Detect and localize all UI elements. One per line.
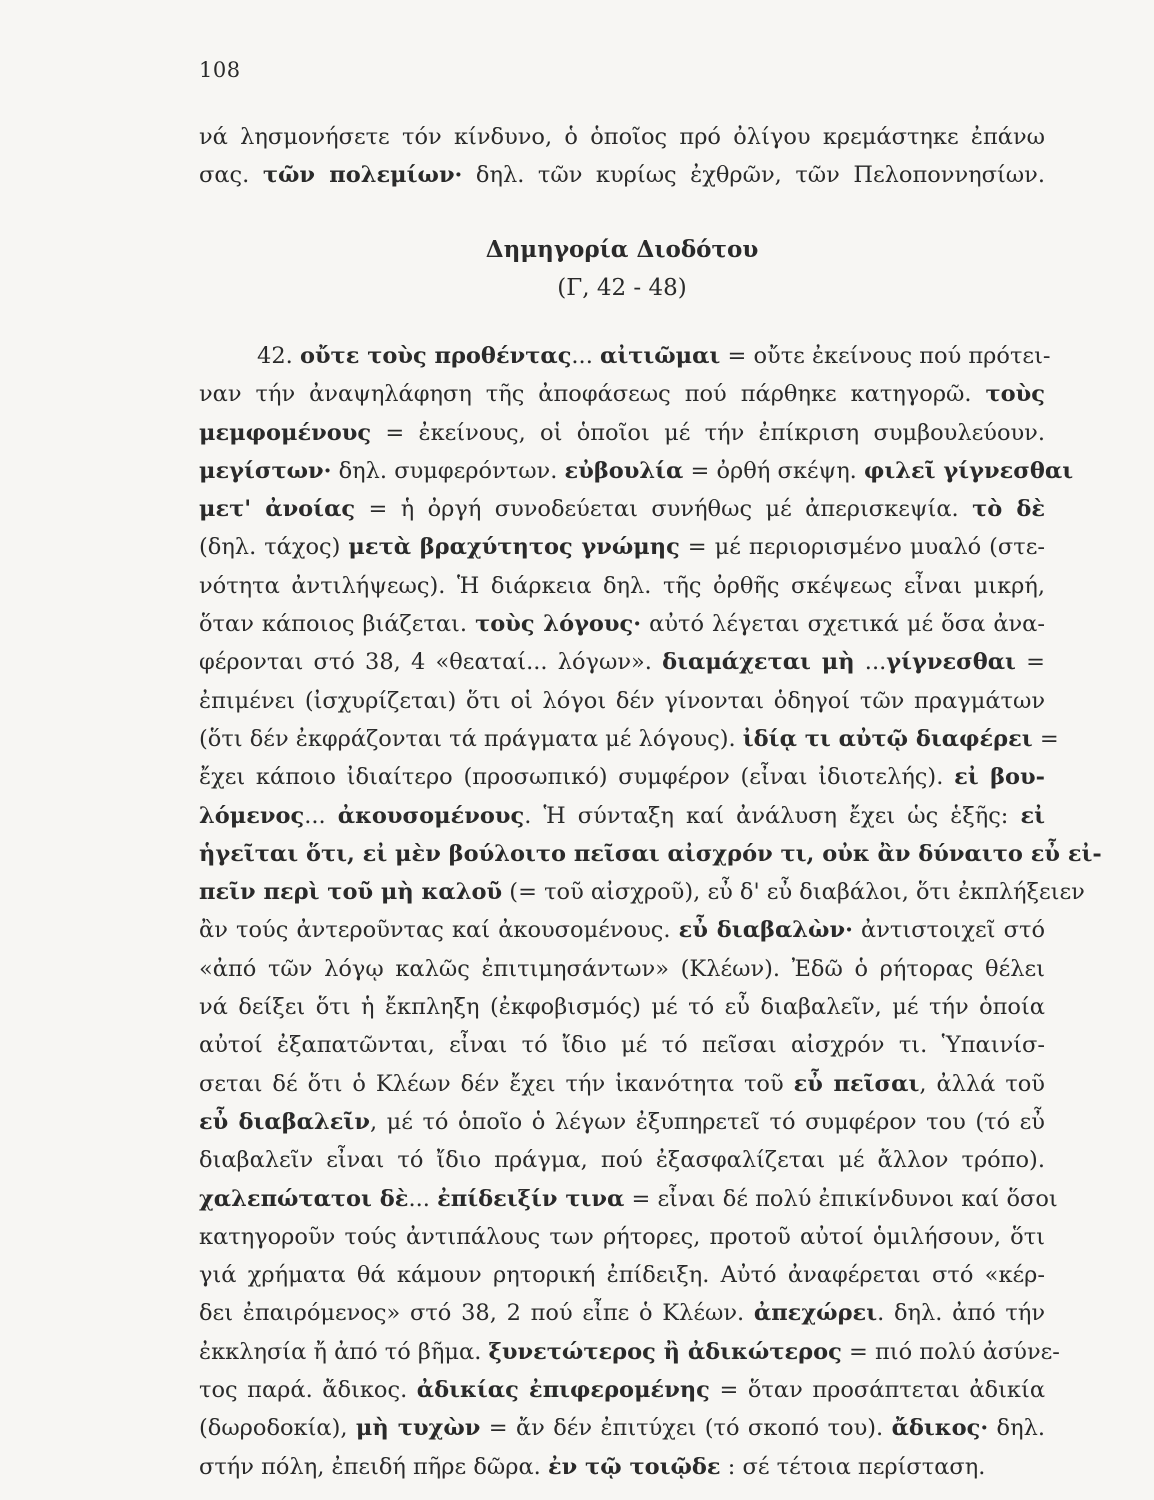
gloss-text: (ὅτι δέν ἐκφράζονται τά πράγματα μέ λόγους). <box>199 725 743 752</box>
lemma-term: μεμφομένους <box>199 419 372 446</box>
text-line <box>199 682 1045 720</box>
gloss-text: = εἶναι δέ πολύ ἐπικίνδυνοι καί ὅσοι <box>624 1185 1058 1212</box>
gloss-text: δηλ. <box>988 1415 1045 1442</box>
gloss-text: σας. <box>199 162 263 189</box>
text-line <box>199 911 1045 949</box>
gloss-text: = οὔτε ἐκείνους πού πρότει- <box>720 343 1051 369</box>
text-line <box>199 118 1045 156</box>
gloss-text: νά δείξει ὅτι ἡ ἔκπληξη (ἐκφοβισμός) μέ τό εὖ διαβαλεῖν, μέ τήν ὁποία <box>199 994 1045 1021</box>
gloss-text: = <box>1032 725 1059 752</box>
gloss-text: = ὅταν προσάπτεται ἀδικία <box>709 1377 1046 1404</box>
lemma-term: ἐν τῷ τοιῷδε <box>547 1453 721 1480</box>
text-line <box>199 605 1045 643</box>
gloss-text: = <box>1015 649 1045 676</box>
lemma-term: μὴ τυχὼν <box>355 1415 481 1442</box>
lemma-term: μεγίστων· <box>199 457 332 484</box>
gloss-text: σεται δέ ὅτι ὁ Κλέων δέν ἔχει τήν ἱκανότητα τοῦ <box>199 1070 794 1097</box>
text-line <box>199 1294 1045 1332</box>
gloss-text: νά λησμονήσετε τόν κίνδυνο, ὁ ὁποῖος πρό ὀλίγου κρεμάστηκε ἐπάνω <box>199 124 1045 150</box>
lemma-term: γίγνεσθαι <box>886 649 1016 676</box>
lemma-term: λόμενος <box>199 802 305 829</box>
gloss-text: νότητα ἀντιλήψεως). Ἡ διάρκεια δηλ. τῆς ὀρθῆς σκέψεως εἶναι μικρή, <box>199 572 1045 599</box>
lemma-term: μετὰ βραχύτητος γνώμης <box>348 534 680 561</box>
gloss-text: = ἐκείνους, οἱ ὁποῖοι μέ τήν ἐπίκριση συμβουλεύουν. <box>371 419 1045 446</box>
gloss-text: : σέ τέτοια περίσταση. <box>720 1453 986 1480</box>
lemma-term: φιλεῖ γίγνεσθαι <box>863 457 1074 484</box>
gloss-text: κατηγοροῦν τούς ἀντιπάλους των ρήτορες, προτοῦ αὐτοί ὁμιλήσουν, ὅτι <box>199 1223 1045 1250</box>
gloss-text: αὐτό λέγεται σχετικά μέ ὅσα ἀνα- <box>641 611 1045 638</box>
lemma-term: εἰ βου- <box>954 764 1045 791</box>
text-line <box>199 835 1102 873</box>
gloss-text: ... <box>408 1185 438 1212</box>
section-header <box>199 231 1045 308</box>
lemma-term: ἀκουσομένους <box>337 802 525 829</box>
text-line <box>199 720 1059 758</box>
lemma-term: εὖ διαβαλεῖν <box>199 1108 370 1135</box>
text-line <box>199 643 1045 681</box>
lemma-term: μετ' ἀνοίας <box>199 496 356 523</box>
gloss-text: «ἀπό τῶν λόγῳ καλῶς ἐπιτιμησάντων» (Κλέων). Ἐδῶ ὁ ρήτορας θέλει <box>199 955 1045 982</box>
text-line <box>199 950 1045 988</box>
text-line <box>199 1448 1045 1486</box>
gloss-text: ὅταν κάποιος βιάζεται. <box>199 611 476 638</box>
gloss-text: διαβαλεῖν εἶναι τό ἴδιο πράγμα, πού ἐξασφαλίζεται μέ ἄλλον τρόπο). <box>199 1147 1045 1174</box>
gloss-text: ... <box>304 802 338 829</box>
lemma-term: ἰδίᾳ τι αὐτῷ διαφέρει <box>742 725 1033 752</box>
text-line <box>199 1333 1060 1371</box>
text-line <box>199 1409 1045 1447</box>
text-line <box>199 1180 1058 1218</box>
lemma-term: ξυνετώτερος ἢ ἀδικώτερος <box>488 1338 842 1365</box>
text-line <box>199 1141 1045 1179</box>
lemma-term: εὖ πεῖσαι <box>793 1070 920 1097</box>
text-line <box>199 375 1045 413</box>
gloss-text: αὐτοί ἐξαπατῶνται, εἶναι τό ἴδιο μέ τό πεῖσαι αἰσχρόν τι. Ὑπαινίσ- <box>199 1032 1045 1059</box>
gloss-text: φέρονται στό 38, 4 «θεαταί... λόγων». <box>199 649 663 676</box>
lemma-term: χαλεπώτατοι δὲ <box>199 1185 409 1212</box>
lemma-term: ἀδικίας ἐπιφερομένης <box>416 1377 710 1404</box>
text-line <box>199 337 1051 375</box>
gloss-text: ἂν τούς ἀντεροῦντας καί ἀκουσομένους. <box>199 917 679 944</box>
lemma-term: τοὺς <box>985 381 1045 408</box>
lemma-term: εὐβουλία <box>564 457 684 484</box>
text-line <box>199 1026 1045 1064</box>
text-line <box>199 528 1045 566</box>
text-line <box>199 1256 1045 1294</box>
text-line <box>199 567 1045 605</box>
commentary-text <box>199 337 1102 1486</box>
lemma-term: ἐπίδειξίν τινα <box>437 1185 625 1212</box>
lemma-term: τῶν πολεμίων· <box>262 162 463 189</box>
text-line <box>199 156 1045 194</box>
text-line <box>199 1218 1045 1256</box>
gloss-text: (= τοῦ αἰσχροῦ), εὖ δ' εὖ διαβάλοι, ὅτι ἐκπλήξειεν <box>502 879 1085 906</box>
gloss-text: δει ἐπαιρόμενος» στό 38, 2 πού εἶπε ὁ Κλέων. <box>199 1300 754 1327</box>
gloss-text: γιά χρήματα θά κάμουν ρητορική ἐπίδειξη. Αὐτό ἀναφέρεται στό «κέρ- <box>199 1262 1045 1289</box>
gloss-text: = μέ περιορισμένο μυαλό (στε- <box>679 534 1045 561</box>
text-line <box>199 988 1045 1026</box>
gloss-text: = ὀρθή σκέψη. <box>683 457 864 484</box>
gloss-text: (δωροδοκία), <box>199 1415 356 1442</box>
gloss-text: ἐκκλησία ἤ ἀπό τό βῆμα. <box>199 1338 489 1365</box>
gloss-text: = ἄν δέν ἐπιτύχει (τό σκοπό του). <box>480 1415 892 1442</box>
section-title: Δημηγορία Διοδότου <box>485 236 759 263</box>
text-line <box>199 1103 1045 1141</box>
page-number: 108 <box>199 58 241 82</box>
gloss-text: , ἀλλά τοῦ <box>919 1070 1045 1097</box>
text-line <box>199 1065 1045 1103</box>
text-line <box>199 797 1045 835</box>
lemma-term: τὸ δὲ <box>972 496 1046 523</box>
intro-paragraph <box>199 118 1045 195</box>
gloss-text: στήν πόλη, ἐπειδή πῆρε δῶρα. <box>199 1453 548 1480</box>
lemma-term: οὔτε τοὺς προθέντας <box>299 343 572 369</box>
gloss-text: ναν τήν ἀναψηλάφηση τῆς ἀποφάσεως πού πάρθηκε κατηγορῶ. <box>199 381 986 408</box>
gloss-text: ... <box>854 649 887 676</box>
gloss-text: ἐπιμένει (ἰσχυρίζεται) ὅτι οἱ λόγοι δέν γίνονται ὁδηγοί τῶν πραγμάτων <box>199 687 1045 714</box>
lemma-term: ἀπεχώρει <box>753 1300 878 1327</box>
gloss-text: = ἡ ὀργή συνοδεύεται συνήθως μέ ἀπερισκεψία. <box>355 496 973 523</box>
gloss-text: 42. <box>257 343 300 369</box>
gloss-text: ἀντιστοιχεῖ στό <box>852 917 1045 944</box>
lemma-term: αἰτιῶμαι <box>600 343 721 369</box>
text-line <box>199 758 1045 796</box>
lemma-term: τοὺς λόγους· <box>475 611 642 638</box>
gloss-text: δηλ. συμφερόντων. <box>331 457 565 484</box>
text-line <box>199 414 1045 452</box>
lemma-term: ἡγεῖται ὅτι, εἰ μὲν βούλοιτο πεῖσαι αἰσχρόν τι, οὐκ ἂν δύναιτο εὖ εἰ- <box>199 840 1102 867</box>
lemma-term: εἰ <box>1020 802 1046 829</box>
gloss-text: . Ἡ σύνταξη καί ἀνάλυση ἔχει ὡς ἑξῆς: <box>524 802 1021 829</box>
gloss-text: , μέ τό ὁποῖο ὁ λέγων ἐξυπηρετεῖ τό συμφέρον του (τό εὖ <box>369 1108 1045 1135</box>
text-line <box>199 1371 1045 1409</box>
lemma-term: διαμάχεται μὴ <box>662 649 855 676</box>
gloss-text: δηλ. τῶν κυρίως ἐχθρῶν, τῶν Πελοποννησίων. <box>462 162 1045 189</box>
gloss-text: = πιό πολύ ἀσύνε- <box>841 1338 1060 1365</box>
lemma-term: ἄδικος· <box>891 1415 989 1442</box>
text-line <box>199 490 1045 528</box>
gloss-text: ἔχει κάποιο ἰδιαίτερο (προσωπικό) συμφέρον (εἶναι ἰδιοτελής). <box>199 764 955 791</box>
gloss-text: . δηλ. ἀπό τήν <box>877 1300 1046 1327</box>
gloss-text: τος παρά. ἄδικος. <box>199 1377 417 1404</box>
text-line <box>199 873 1085 911</box>
gloss-text: ... <box>571 343 600 369</box>
lemma-term: εὖ διαβαλὼν· <box>678 917 853 944</box>
lemma-term: πεῖν περὶ τοῦ μὴ καλοῦ <box>199 879 503 906</box>
section-reference: (Γ, 42 - 48) <box>557 275 687 302</box>
gloss-text: (δηλ. τάχος) <box>199 534 349 561</box>
text-line <box>199 452 1074 490</box>
